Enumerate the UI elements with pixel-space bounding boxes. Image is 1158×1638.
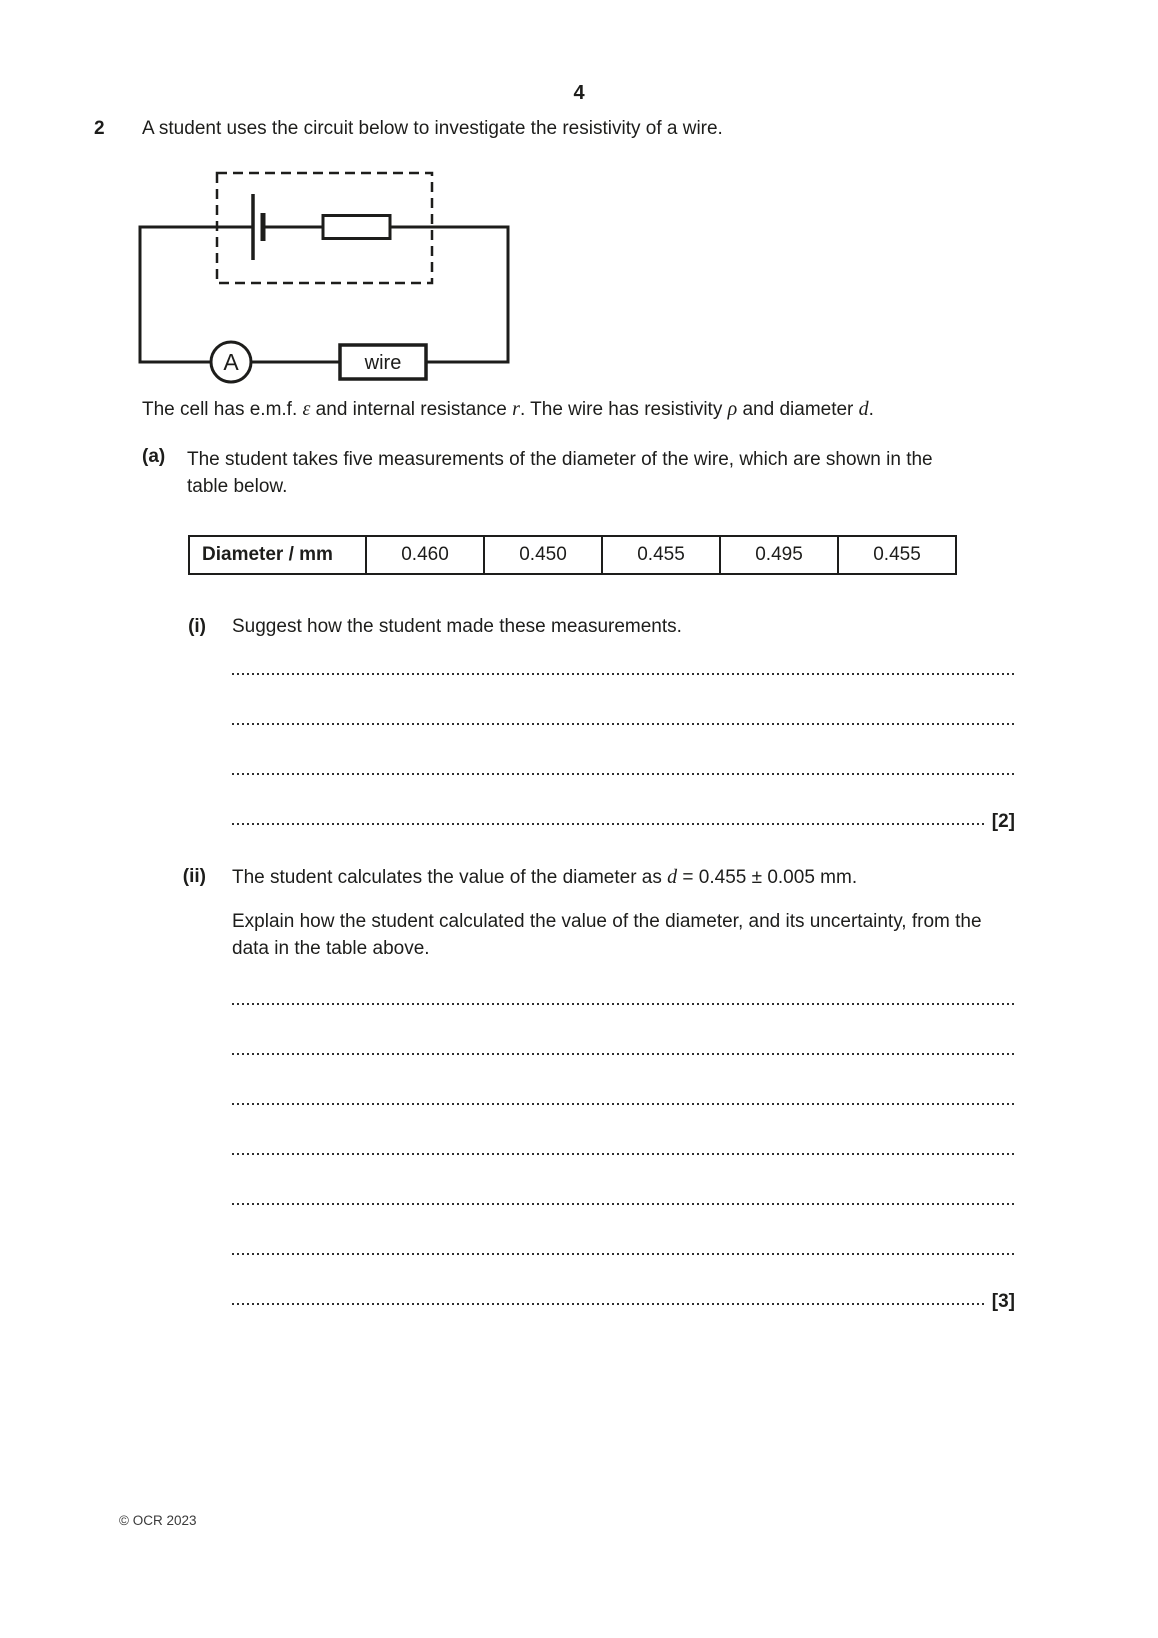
answer-line [232, 1155, 1015, 1205]
part-ii-calc-sentence [232, 866, 857, 889]
symbol-rho: ρ [727, 398, 738, 420]
part-ii-answer-lines [232, 955, 1015, 1312]
emf-text: . [868, 399, 874, 420]
part-i-prompt: Suggest how the student made these measurements. [232, 616, 682, 637]
part-ii-label: (ii) [182, 866, 206, 887]
dotted-line [232, 673, 1015, 675]
table-cell: 0.455 [837, 537, 955, 573]
dotted-line [232, 773, 1015, 775]
emf-sentence [142, 398, 874, 421]
symbol-r: r [512, 398, 520, 420]
marks-label: [3] [991, 1291, 1015, 1312]
answer-line [232, 1105, 1015, 1155]
symbol-epsilon: ε [302, 398, 311, 420]
answer-line [232, 625, 1015, 675]
dotted-line [232, 1253, 1015, 1255]
table-cell: 0.495 [719, 537, 837, 573]
resistor-icon [323, 216, 390, 239]
answer-line [232, 725, 1015, 775]
measurements-table [188, 535, 957, 575]
marks-label: [2] [991, 811, 1015, 832]
question-number: 2 [94, 118, 105, 139]
question-intro: A student uses the circuit below to investigate the resistivity of a wire. [142, 118, 723, 139]
dotted-line [232, 1153, 1015, 1155]
answer-line [232, 775, 1015, 832]
answer-line [232, 1255, 1015, 1312]
emf-text: and diameter [737, 399, 859, 420]
part-i-label: (i) [188, 616, 206, 637]
dotted-line [232, 823, 985, 825]
dotted-line [232, 1003, 1015, 1005]
answer-line [232, 1055, 1015, 1105]
part-i-answer-lines [232, 625, 1015, 832]
answer-line [232, 1005, 1015, 1055]
page-number: 4 [573, 82, 585, 104]
part-ii-prompt: Explain how the student calculated the value of the diameter, and its uncertainty, from the data in the table above. [232, 911, 982, 959]
table-cell: 0.460 [365, 537, 483, 573]
table-row-header: Diameter / mm [202, 544, 333, 565]
dotted-line [232, 1103, 1015, 1105]
table-cell: 0.455 [601, 537, 719, 573]
dotted-line [232, 1303, 985, 1305]
ammeter-label: A [223, 349, 239, 375]
circuit-diagram [130, 160, 530, 400]
part-a-label: (a) [142, 446, 166, 467]
emf-text: and internal resistance [310, 399, 513, 420]
dotted-line [232, 723, 1015, 725]
calc-text: The student calculates the value of the diameter as [232, 867, 668, 888]
answer-line [232, 1205, 1015, 1255]
part-a-text: The student takes five measurements of the diameter of the wire, which are shown in the table below. [187, 449, 933, 497]
answer-line [232, 955, 1015, 1005]
wire-right-loop [390, 227, 508, 362]
answer-line [232, 675, 1015, 725]
copyright-footer: © OCR 2023 [119, 1513, 197, 1528]
dotted-line [232, 1203, 1015, 1205]
symbol-d: d [667, 866, 678, 888]
dotted-line [232, 1053, 1015, 1055]
symbol-d: d [858, 398, 869, 420]
wire-box-label: wire [364, 352, 402, 374]
emf-text: . The wire has resistivity [519, 399, 728, 420]
table-cell: 0.450 [483, 537, 601, 573]
calc-text: = 0.455 ± 0.005 mm. [677, 867, 858, 888]
emf-text: The cell has e.m.f. [142, 399, 303, 420]
